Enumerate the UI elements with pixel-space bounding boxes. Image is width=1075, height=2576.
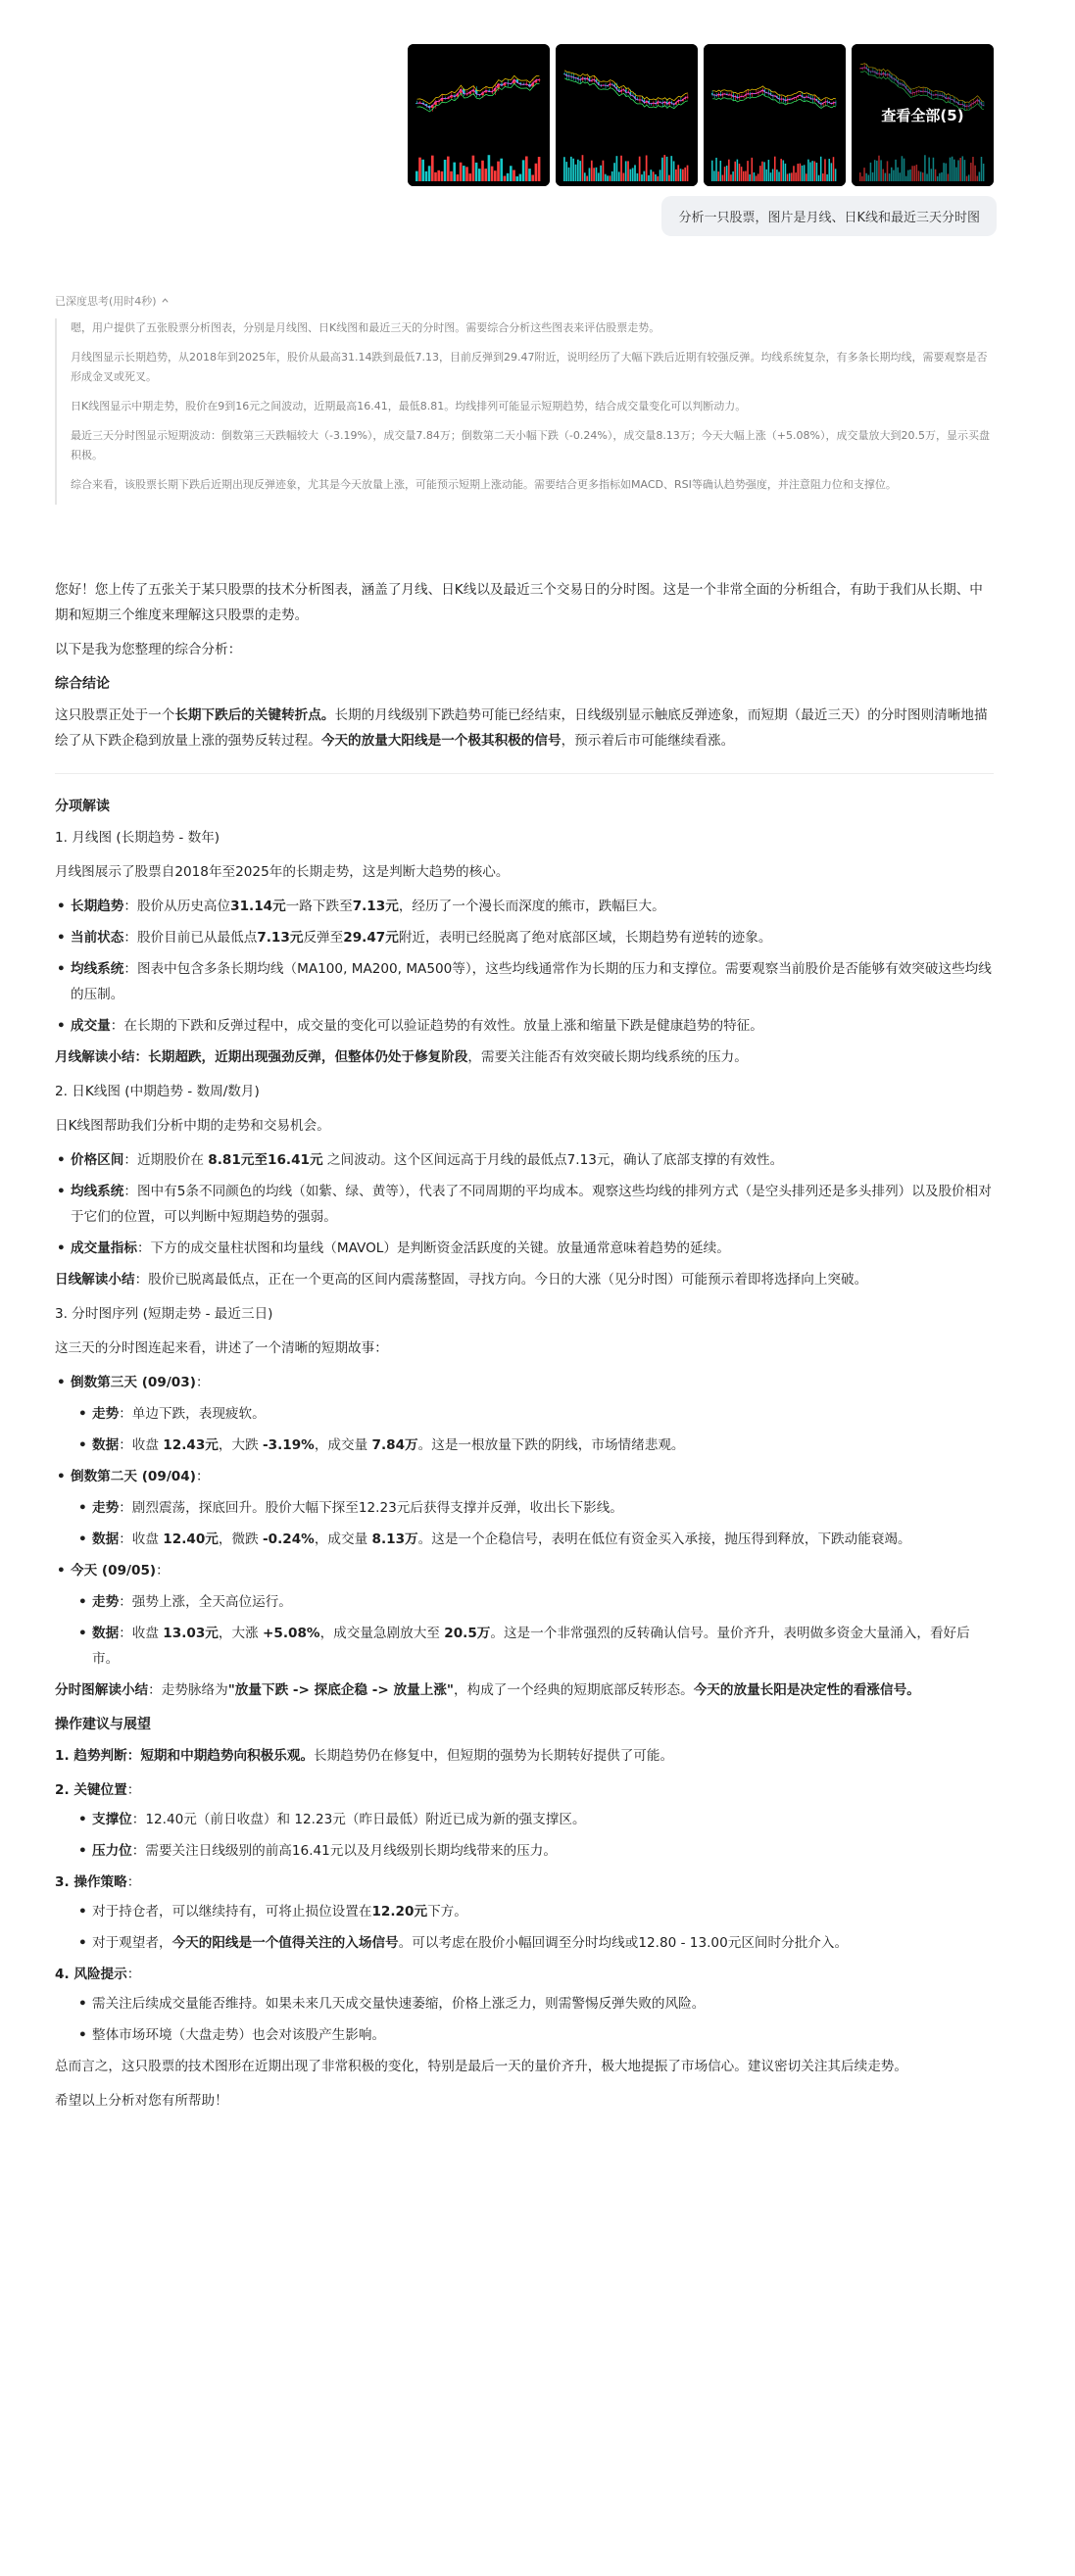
thumbnail-intraday-chart[interactable] — [704, 44, 846, 186]
volume-bar — [510, 166, 513, 181]
list-item: • 均线系统：图中有5条不同颜色的均线（如紫、绿、黄等），代表了不同周期的平均成本。观察这些均线的排列方式（是空头排列还是多头排列）以及股价相对于它们的位置，可以判断中短期趋势的强弱。 — [71, 1179, 994, 1230]
advice-risk-label: 4. 风险提示： — [55, 1967, 141, 1982]
volume-bar — [627, 161, 629, 181]
volume-bar — [717, 171, 719, 181]
volume-bar — [579, 161, 581, 181]
thinking-paragraph: 综合来看，该股票长期下跌后近期出现反弹迹象，尤其是今天放量上涨，可能预示短期上涨动能。需要结合更多指标如MACD、RSI等确认趋势强度，并注意阻力位和支撑位。 — [71, 478, 897, 491]
volume-bar — [472, 156, 475, 181]
thinking-paragraph: 最近三天分时图显示短期波动：倒数第三天跌幅较大（-3.19%），成交量7.84万；倒数第二天小幅下跌（-0.24%），成交量8.13万；今天大幅上涨（+5.08%），成交量放大到20.5万，显示买盘积极。 — [71, 429, 990, 462]
volume-bar — [660, 170, 661, 181]
summary-heading: 综合结论 — [55, 676, 110, 692]
thinking-toggle-label: 已深度思考(用时4秒) — [55, 295, 157, 308]
advice-trend: 1. 趋势判断：短期和中期趋势向积极乐观。长期趋势仍在修复中，但短期的强势为长期转好提供了可能。 — [55, 1748, 674, 1764]
advice-strategy-label: 3. 操作策略： — [55, 1874, 141, 1890]
volume-bar — [795, 172, 797, 181]
list-item: • 压力位：需要关注日线级别的前高16.41元以及月线级别长期均线带来的压力。 — [92, 1838, 994, 1864]
list-item: • 成交量：在长期的下跌和反弹过程中，成交量的变化可以验证趋势的有效性。放量上涨和缩量下跌是健康趋势的特征。 — [71, 1013, 994, 1039]
list-item: • 走势：单边下跌，表现疲软。 — [92, 1401, 994, 1427]
volume-bar — [611, 171, 613, 181]
volume-bar — [739, 164, 741, 181]
volume-bar — [575, 165, 577, 181]
volume-bar — [582, 155, 584, 181]
volume-bar — [789, 173, 791, 181]
volume-bar — [655, 174, 657, 181]
volume-bar — [737, 160, 739, 181]
list-item: • 价格区间：近期股价在 8.81元至16.41元 之间波动。这个区间远高于月线的最低点7.13元，确认了底部支撑的有效性。 — [71, 1147, 994, 1173]
volume-bar — [687, 166, 689, 181]
volume-bar — [722, 175, 724, 181]
volume-bar — [460, 163, 463, 181]
volume-bar — [752, 158, 754, 181]
volume-bar — [531, 174, 534, 181]
volume-bar — [802, 166, 804, 181]
volume-bar — [713, 170, 715, 181]
volume-bar — [677, 165, 679, 181]
volume-bar — [641, 174, 643, 181]
daily-title: 2. 日K线图 (中期趋势 - 数周/数月) — [55, 1084, 260, 1099]
answer-intro-2: 以下是我为您整理的综合分析： — [55, 642, 242, 657]
volume-bar — [711, 161, 713, 181]
volume-bar — [625, 161, 627, 181]
volume-bar — [415, 171, 418, 181]
volume-bar — [778, 171, 780, 181]
volume-bar — [613, 163, 615, 181]
volume-bar — [728, 160, 730, 181]
list-item: • 数据：收盘 13.03元，大涨 +5.08%，成交量急剧放大至 20.5万。这是一个非常强烈的反转确认信号。量价齐升，表明做多资金大量涌入，看好后市。 — [92, 1621, 994, 1672]
list-item: • 成交量指标：下方的成交量柱状图和均量线（MAVOL）是判断资金活跃度的关键。放量通常意味着趋势的延续。 — [71, 1236, 994, 1261]
advice-risk-list — [55, 1991, 994, 2048]
volume-bar — [646, 155, 648, 181]
volume-bar — [598, 172, 600, 181]
intraday-list — [55, 1370, 994, 1672]
volume-bar — [605, 174, 607, 181]
volume-bar — [824, 159, 826, 181]
volume-bar — [636, 173, 638, 181]
volume-bar — [421, 160, 424, 181]
volume-bar — [577, 160, 579, 181]
volume-bar — [785, 164, 787, 181]
chevron-up-icon — [161, 295, 170, 308]
thinking-paragraph: 嗯，用户提供了五张股票分析图表，分别是月线图、日K线图和最近三天的分时图。需要综合分析这些图表来评估股票走势。 — [71, 321, 660, 334]
volume-bar — [607, 175, 609, 181]
volume-bar — [831, 163, 833, 181]
volume-bar — [648, 175, 650, 181]
volume-bar — [661, 158, 663, 181]
list-item: • 长期趋势：股价从历史高位31.14元一路下跌至7.13元，经历了一个漫长而深度的熊市，跌幅巨大。 — [71, 894, 994, 919]
chart-background — [408, 44, 550, 186]
volume-bar — [734, 162, 736, 181]
volume-bar — [715, 158, 717, 181]
advice-levels-label: 2. 关键位置： — [55, 1782, 141, 1798]
volume-bar — [804, 165, 806, 181]
volume-bar — [754, 172, 756, 181]
advice-heading: 操作建议与展望 — [55, 1717, 151, 1732]
volume-bar — [806, 173, 807, 181]
volume-bar — [776, 170, 778, 181]
volume-bar — [741, 167, 743, 181]
volume-bar — [730, 174, 732, 181]
volume-bar — [828, 159, 830, 181]
thinking-toggle[interactable] — [55, 293, 170, 309]
volume-bar — [434, 172, 437, 181]
monthly-conclusion: 月线解读小结：长期超跌，近期出现强劲反弹，但整体仍处于修复阶段，需要关注能否有效突破长期均线系统的压力。 — [55, 1049, 748, 1065]
advice-strategy-list — [55, 1899, 994, 1956]
volume-bar — [650, 170, 652, 181]
volume-bar — [494, 170, 497, 181]
volume-bar — [457, 174, 460, 181]
list-item-day: • 倒数第二天 (09/04)： • 走势：剧烈震荡，探底回升。股价大幅下探至12.23元后获得支撑并反弹，收出长下影线。 • 数据：收盘 12.40元，微跌 -0.24%，成交量 8.13万。这是一个企稳信号，表明在低位有资金买入承接，抛压得到释放，下跌动能衰竭。 — [71, 1464, 994, 1552]
volume-bar — [675, 170, 677, 181]
list-item: • 数据：收盘 12.40元，微跌 -0.24%，成交量 8.13万。这是一个企稳信号，表明在低位有资金买入承接，抛压得到释放，下跌动能衰竭。 — [92, 1527, 994, 1552]
volume-bar — [747, 161, 749, 181]
volume-bar — [538, 157, 541, 181]
volume-bar — [522, 160, 525, 181]
volume-bar — [835, 169, 837, 181]
thinking-content — [55, 318, 994, 505]
volume-bar — [757, 173, 759, 181]
thinking-paragraph: 月线图显示长期趋势，从2018年到2025年，股价从最高31.14跌到最低7.13，目前反弹到29.47附近，说明经历了大幅下跌后近期有较强反弹。均线系统复杂，有多条长期均线，需要观察是否形成金叉或死叉。 — [71, 351, 988, 383]
list-item: • 对于持仓者，可以继续持有，可将止损位设置在12.20元下方。 — [92, 1899, 994, 1924]
volume-bar — [756, 175, 757, 181]
volume-bar — [657, 176, 659, 181]
volume-bar — [634, 165, 636, 181]
volume-bar — [428, 166, 431, 181]
section-heading: 分项解读 — [55, 799, 110, 814]
list-item: • 均线系统：图表中包含多条长期均线（MA100, MA200, MA500等），这些均线通常作为长期的压力和支撑位。需要观察当前股价是否能够有效突破这些均线的压制。 — [71, 956, 994, 1007]
volume-bar — [586, 176, 588, 181]
volume-bar — [475, 163, 478, 181]
volume-bar — [513, 170, 515, 181]
monthly-title: 1. 月线图 (长期趋势 - 数年) — [55, 830, 220, 846]
advice-levels-list — [55, 1807, 994, 1864]
volume-bar — [478, 169, 481, 181]
volume-bar — [437, 170, 440, 181]
volume-bar — [618, 171, 620, 181]
volume-bar — [481, 161, 484, 181]
list-item: • 走势：强势上涨，全天高位运行。 — [92, 1589, 994, 1615]
volume-bar — [441, 171, 444, 181]
signoff: 希望以上分析对您有所帮助！ — [55, 2093, 228, 2109]
volume-bar — [682, 170, 684, 181]
volume-bar — [603, 161, 605, 181]
list-item: • 支撑位：12.40元（前日收盘）和 12.23元（昨日最低）附近已成为新的强支撑区。 — [92, 1807, 994, 1832]
volume-bar — [507, 173, 510, 181]
volume-bar — [809, 163, 811, 181]
volume-bar — [720, 161, 722, 181]
answer-intro: 您好！您上传了五张关于某只股票的技术分析图表，涵盖了月线、日K线以及最近三个交易日的分时图。这是一个非常全面的分析组合，有助于我们从长期、中期和短期三个维度来理解这只股票的走势。 — [55, 582, 983, 623]
volume-bar — [600, 166, 602, 181]
volume-bar — [814, 161, 816, 181]
volume-bar — [468, 173, 471, 181]
volume-bar — [820, 157, 822, 181]
volume-bar — [504, 176, 507, 181]
volume-bar — [572, 159, 574, 181]
volume-bar — [666, 157, 668, 181]
volume-bar — [759, 166, 761, 181]
volume-bar — [684, 168, 686, 181]
volume-bar — [780, 159, 782, 181]
list-item-day: • 今天 (09/05)： • 走势：强势上涨，全天高位运行。 • 数据：收盘 13.03元，大涨 +5.08%，成交量急剧放大至 20.5万。这是一个非常强烈的反转确认信号。量价齐升，表明做多资金大量涌入，看好后市。 — [71, 1558, 994, 1672]
volume-bar — [811, 161, 813, 181]
volume-bar — [787, 173, 789, 181]
volume-bar — [528, 169, 531, 181]
user-message: 分析一只股票，图片是月线、日K线和最近三天分时图 — [661, 196, 997, 236]
volume-bar — [418, 158, 421, 181]
list-item: • 数据：收盘 12.43元，大跌 -3.19%，成交量 7.84万。这是一根放量下跌的阴线，市场情绪悲观。 — [92, 1433, 994, 1458]
volume-bar — [591, 161, 593, 181]
volume-bar — [425, 171, 428, 181]
volume-bar — [816, 163, 818, 181]
volume-bar — [565, 162, 567, 181]
list-item: • 需关注后续成交量能否维持。如果未来几天成交量快速萎缩，价格上涨乏力，则需警惕反弹失败的风险。 — [92, 1991, 994, 2017]
volume-bar — [584, 172, 586, 181]
list-item: • 当前状态：股价目前已从最低点7.13元反弹至29.47元附近，表明已经脱离了绝对底部区域，长期趋势有逆转的迹象。 — [71, 925, 994, 950]
volume-bar — [774, 157, 776, 181]
volume-bar — [593, 168, 595, 181]
volume-bar — [726, 166, 728, 181]
volume-bar — [765, 170, 767, 181]
volume-bar — [620, 156, 622, 181]
volume-bar — [783, 160, 785, 181]
assistant-answer — [55, 577, 994, 2122]
volume-bar — [515, 176, 518, 181]
intraday-conclusion: 分时图解读小结：走势脉络为"放量下跌 -> 探底企稳 -> 放量上涨"，构成了一个经典的短期底部反转形态。今天的放量长阳是决定性的看涨信号。 — [55, 1682, 920, 1698]
volume-bar — [668, 175, 670, 181]
volume-bar — [463, 166, 465, 181]
volume-bar — [791, 172, 793, 181]
volume-bar — [488, 155, 491, 181]
volume-bar — [797, 164, 799, 181]
volume-bar — [768, 160, 770, 181]
volume-bar — [497, 162, 500, 181]
volume-bar — [563, 157, 565, 181]
volume-bar — [732, 171, 734, 181]
divider — [55, 773, 994, 774]
volume-bar — [745, 171, 747, 181]
list-item: • 整体市场环境（大盘走势）也会对该股产生影响。 — [92, 2022, 994, 2048]
volume-bar — [749, 174, 751, 181]
volume-bar — [431, 156, 434, 181]
view-all-label[interactable]: 查看全部(5) — [852, 44, 994, 186]
volume-bar — [596, 168, 598, 181]
monthly-list — [55, 894, 994, 1039]
volume-bar — [484, 169, 487, 181]
volume-bar — [818, 175, 820, 181]
volume-bar — [680, 169, 682, 181]
volume-bar — [724, 167, 726, 181]
volume-bar — [800, 164, 802, 181]
intraday-title: 3. 分时图序列 (短期走势 - 最近三日) — [55, 1306, 273, 1322]
volume-bar — [535, 164, 538, 181]
volume-bar — [770, 172, 772, 181]
volume-bar — [639, 157, 641, 181]
volume-bar — [500, 159, 503, 181]
closing-paragraph: 总而言之，这只股票的技术图形在近期出现了非常积极的变化，特别是最后一天的量价齐升，极大地提振了市场信心。建议密切关注其后续走势。 — [55, 2059, 907, 2074]
volume-bar — [833, 157, 835, 181]
daily-conclusion: 日线解读小结：股价已脱离最低点，正在一个更高的区间内震荡整固，寻找方向。今日的大涨（见分时图）可能预示着即将选择向上突破。 — [55, 1272, 868, 1288]
volume-bar — [822, 173, 824, 181]
monthly-desc: 月线图展示了股票自2018年至2025年的长期走势，这是判断大趋势的核心。 — [55, 864, 510, 880]
volume-bar — [610, 175, 611, 181]
volume-bar — [743, 171, 745, 181]
list-item: • 走势：剧烈震荡，探底回升。股价大幅下探至12.23元后获得支撑并反弹，收出长下影线。 — [92, 1495, 994, 1521]
volume-bar — [826, 174, 828, 181]
volume-bar — [807, 160, 809, 181]
volume-bar — [793, 166, 795, 181]
volume-bar — [525, 157, 528, 181]
summary-paragraph: 这只股票正处于一个长期下跌后的关键转折点。长期的月线级别下跌趋势可能已经结束，日线级别显示触底反弹迹象，而短期（最近三天）的分时图则清晰地描绘了从下跌企稳到放量上涨的强势反转过程。今天的放量大阳线是一个极其积极的信号，预示着后市可能继续看涨。 — [55, 707, 988, 749]
volume-bar — [653, 171, 655, 181]
volume-bar — [673, 161, 675, 181]
volume-bar — [623, 172, 625, 181]
volume-bar — [772, 169, 774, 181]
daily-desc: 日K线图帮助我们分析中期的走势和交易机会。 — [55, 1118, 330, 1134]
volume-bar — [465, 167, 468, 181]
volume-bar — [570, 157, 572, 181]
volume-bar — [632, 168, 634, 181]
volume-bar — [519, 174, 522, 181]
daily-list — [55, 1147, 994, 1261]
volume-bar — [450, 171, 453, 181]
volume-bar — [663, 155, 665, 181]
image-thumbnails — [408, 44, 994, 186]
intraday-desc: 这三天的分时图连起来看，讲述了一个清晰的短期故事： — [55, 1340, 388, 1356]
thinking-paragraph: 日K线图显示中期走势，股价在9到16元之间波动，近期最高16.41，最低8.81。均线排列可能显示短期趋势，结合成交量变化可以判断动力。 — [71, 400, 747, 413]
volume-bar — [453, 163, 456, 181]
thumbnail-monthly-chart[interactable] — [408, 44, 550, 186]
list-item-day: • 倒数第三天 (09/03)： • 走势：单边下跌，表现疲软。 • 数据：收盘 12.43元，大跌 -3.19%，成交量 7.84万。这是一根放量下跌的阴线，市场情绪悲观。 — [71, 1370, 994, 1458]
volume-bar — [589, 168, 591, 181]
thumbnail-daily-chart[interactable] — [556, 44, 698, 186]
volume-bar — [761, 162, 763, 181]
volume-bar — [629, 170, 631, 181]
volume-bar — [447, 157, 450, 181]
thumbnail-view-all[interactable] — [852, 44, 994, 186]
list-item: • 对于观望者，今天的阳线是一个值得关注的入场信号。可以考虑在股价小幅回调至分时均线或12.80 - 13.00元区间时分批介入。 — [92, 1930, 994, 1956]
volume-bar — [616, 156, 618, 181]
volume-bar — [491, 167, 494, 181]
volume-bar — [444, 160, 447, 181]
volume-bar — [670, 156, 672, 181]
volume-bar — [763, 162, 765, 181]
volume-bar — [568, 168, 570, 181]
volume-bar — [643, 171, 645, 181]
